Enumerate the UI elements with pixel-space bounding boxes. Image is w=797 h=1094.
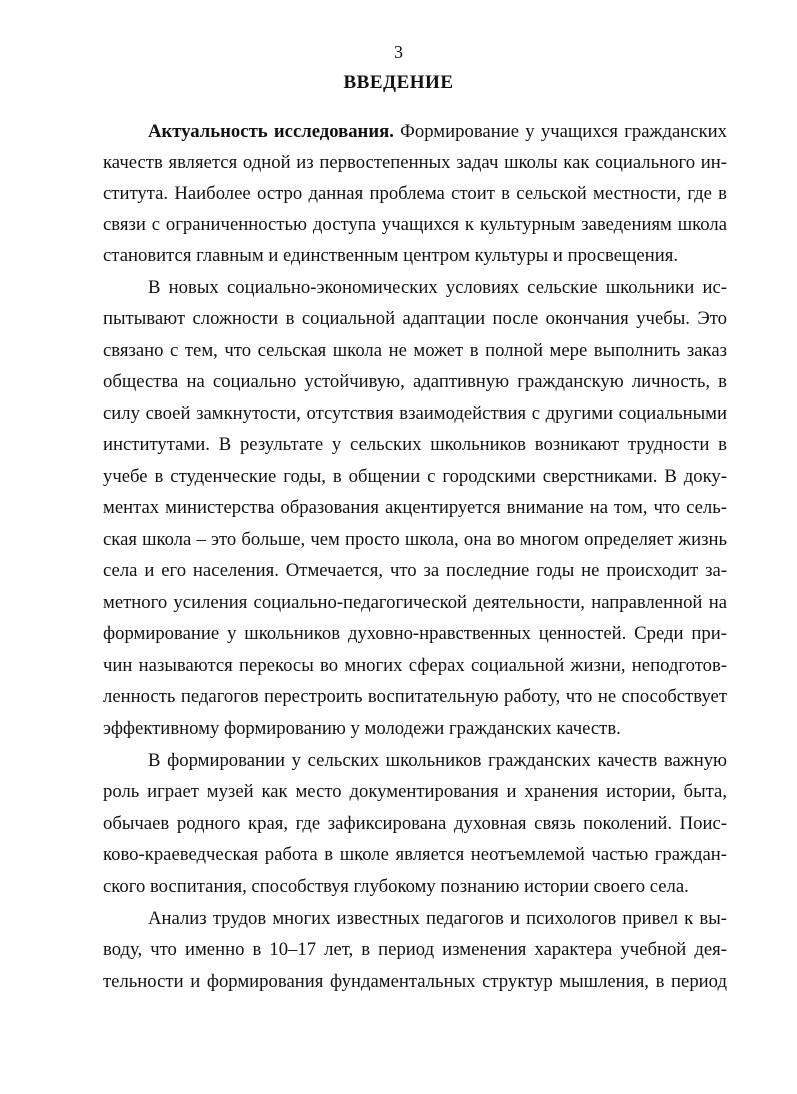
paragraph-3-line-4: ково-краеведческая работа в школе является неотъемлемой частью граждан- <box>103 844 727 865</box>
paragraph-2-line-4: общества на социально устойчивую, адаптивную гражданскую личность, в <box>103 371 727 392</box>
paragraph-1-line-3: ститута. Наиболее остро данная проблема стоит в сельской местности, где в <box>103 183 727 204</box>
section-heading: ВВЕДЕНИЕ <box>343 72 454 93</box>
paragraph-4-line-3: тельности и формирования фундаментальных структур мышления, в период <box>103 971 727 992</box>
paragraph-2-line-10: села и его населения. Отмечается, что за последние годы не происходит за- <box>103 560 727 581</box>
paragraph-1-line-4: связи с ограниченностью доступа учащихся к культурным заведениям школа <box>103 214 727 235</box>
paragraph-3-line-2: роль играет музей как место документирования и хранения истории, быта, <box>103 781 727 802</box>
paragraph-2-line-5: силу своей замкнутости, отсутствия взаимодействия с другими социальными <box>103 403 727 424</box>
paragraph-1-line-2: качеств является одной из первостепенных задач школы как социального ин- <box>103 152 727 173</box>
paragraph-2-line-15: эффективному формированию у молодежи гражданских качеств. <box>103 718 621 739</box>
paragraph-2-line-12: формирование у школьников духовно-нравственных ценностей. Среди при- <box>103 623 727 644</box>
paragraph-2-line-13: чин называются перекосы во многих сферах социальной жизни, неподготов- <box>103 655 727 676</box>
paragraph-2-line-6: институтами. В результате у сельских школьников возникают трудности в <box>103 434 727 455</box>
paragraph-1-line-5: становится главным и единственным центром культуры и просвещения. <box>103 245 678 266</box>
paragraph-1-line-1 <box>148 120 727 144</box>
paragraph-2-line-11: метного усиления социально-педагогической деятельности, направленной на <box>103 592 727 613</box>
paragraph-3-line-1: В формировании у сельских школьников гражданских качеств важную <box>148 750 727 771</box>
paragraph-2-line-7: учебе в студенческие годы, в общении с городскими сверстниками. В доку- <box>103 466 727 487</box>
paragraph-2-line-2: пытывают сложности в социальной адаптации после окончания учебы. Это <box>103 308 727 329</box>
paragraph-2-line-8: ментах министерства образования акцентируется внимание на том, что сель- <box>103 497 727 518</box>
paragraph-4-line-2: воду, что именно в 10–17 лет, в период изменения характера учебной дея- <box>103 939 727 960</box>
paragraph-2-line-3: связано с тем, что сельская школа не может в полной мере выполнить заказ <box>103 340 727 361</box>
paragraph-4-line-1: Анализ трудов многих известных педагогов и психологов привел к вы- <box>148 908 727 929</box>
page-number: 3 <box>394 42 403 62</box>
paragraph-2-line-14: ленность педагогов перестроить воспитательную работу, что не способствует <box>103 686 727 707</box>
relevance-lead: Актуальность исследования. <box>148 121 394 142</box>
paragraph-3-line-3: обычаев родного края, где зафиксирована духовная связь поколений. Поис- <box>103 813 727 834</box>
paragraph-2-line-1: В новых социально-экономических условиях сельские школьники ис- <box>148 277 727 298</box>
paragraph-3-line-5: ского воспитания, способствуя глубокому познанию истории своего села. <box>103 876 689 897</box>
paragraph-2-line-9: ская школа – это больше, чем просто школа, она во многом определяет жизнь <box>103 529 727 550</box>
paragraph-1-line-1-text: Формирование у учащихся гражданских <box>393 121 727 142</box>
